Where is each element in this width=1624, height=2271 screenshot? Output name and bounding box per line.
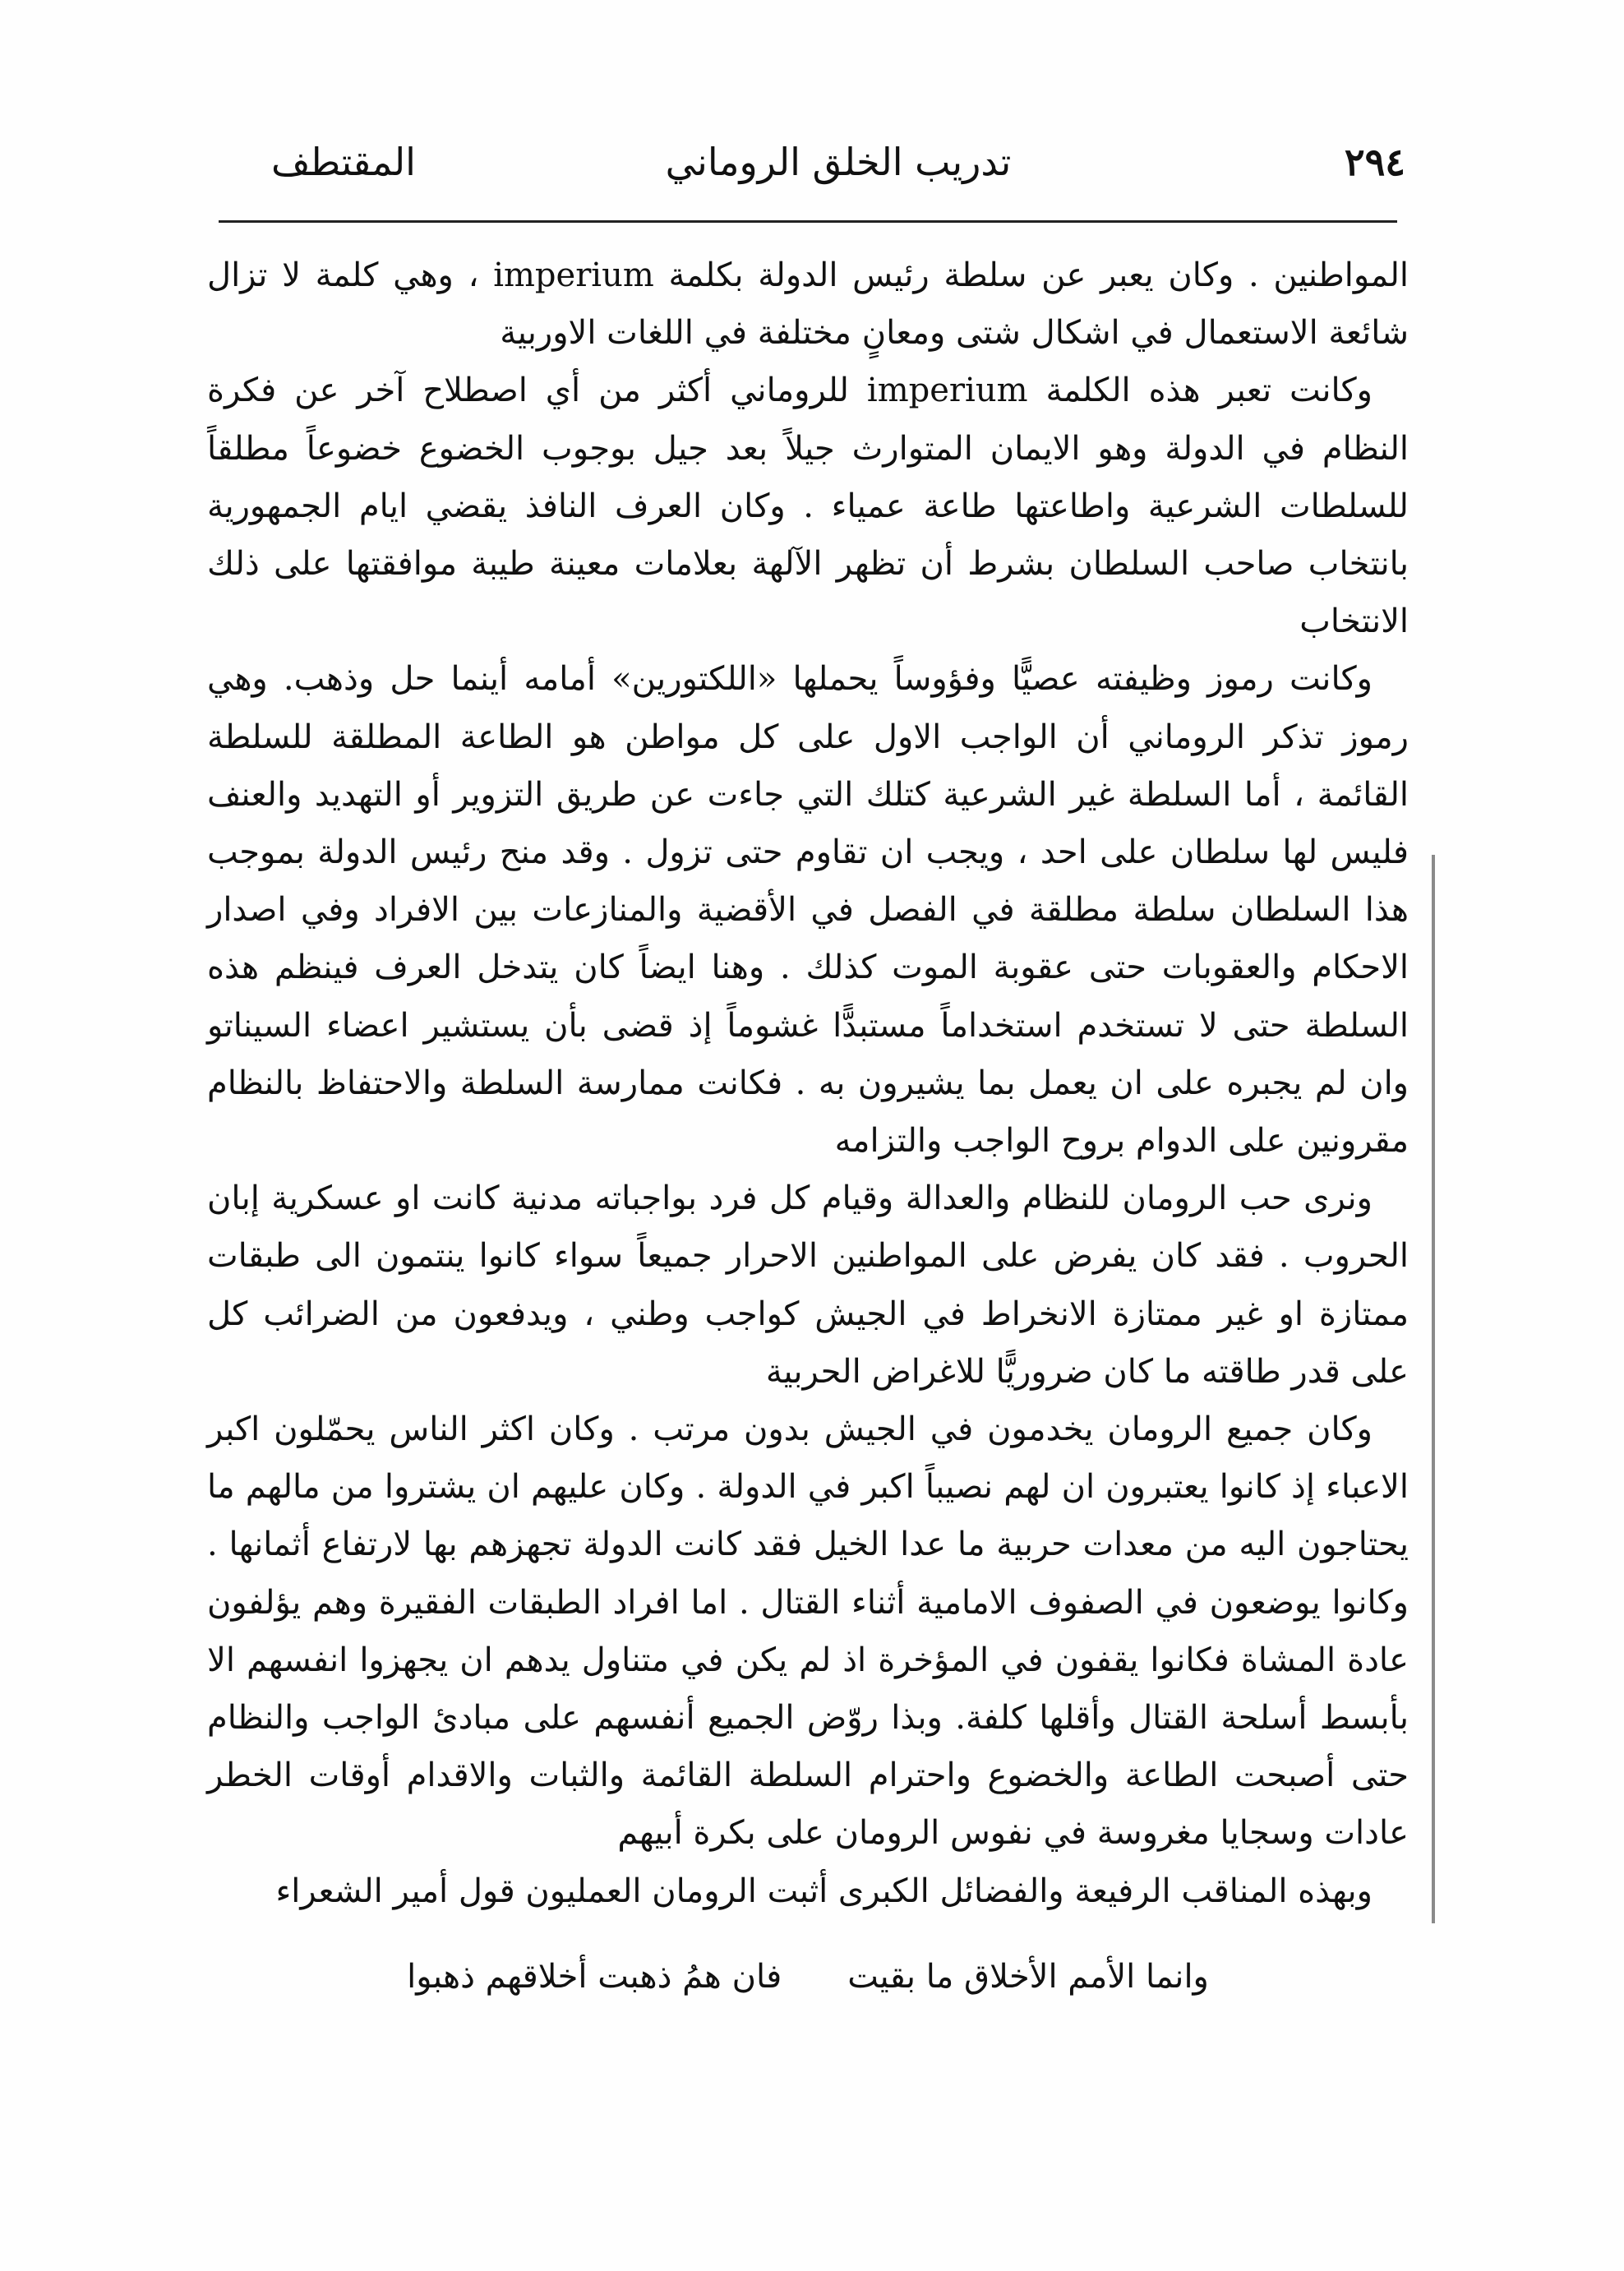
paragraph-2: [207, 362, 1409, 650]
paragraph-6: وبهذه المناقب الرفيعة والفضائل الكبرى أثبت الرومان العمليون قول أمير الشعراء: [275, 1872, 1373, 1910]
paragraph-2-after: للروماني أكثر من أي اصطلاح آخر عن فكرة النظام في الدولة وهو الايمان المتوارث جيلاً بعد جيل بوجوب الخضوع خضوعاً مطلقاً للسلطات الشرعية واطاعتها طاعة عمياء . وكان العرف النافذ يقضي ايام الجمهورية بانتخاب صاحب السلطان بشرط أن تظهر الآلهة بعلامات معينة طيبة موافقتها على ذلك الانتخاب: [207, 372, 1409, 641]
paragraph-1: [207, 247, 1409, 362]
margin-scan-mark: [1432, 855, 1435, 1923]
paragraph-3: وكانت رموز وظيفته عصيًّا وفؤوساً يحملها «اللكتورين» أمامه أينما حل وذهب. وهي رموز تذكر الروماني أن الواجب الاول على كل مواطن هو الطاعة المطلقة للسلطة القائمة ، أما السلطة غير الشرعية كتلك التي جاءت عن طريق التزوير أو التهديد والعنف فليس لها سلطان على احد ، ويجب ان تقاوم حتى تزول . وقد منح رئيس الدولة بموجب هذا السلطان سلطة مطلقة في الفصل في الأقضية والمنازعات بين الافراد وفي اصدار الاحكام والعقوبات حتى عقوبة الموت كذلك . وهنا ايضاً كان يتدخل العرف فينظم هذه السلطة حتى لا تستخدم استخداماً مستبدًّا غشوماً إذ قضى بأن يستشير اعضاء السيناتو وان لم يجبره على ان يعمل بما يشيرون به . فكانت ممارسة السلطة والاحتفاظ بالنظام مقرونين على الدوام بروح الواجب والتزامه: [207, 660, 1409, 1161]
paragraph-2-latin-term: imperium: [866, 372, 1028, 410]
page-number: ٢٩٤: [1344, 140, 1405, 184]
journal-name: المقتطف: [271, 140, 416, 184]
verse-hemistich-1: وانما الأمم الأخلاق ما بقيت: [847, 1957, 1209, 1996]
paragraph-2-before: وكانت تعبر هذه الكلمة: [1027, 372, 1373, 410]
poetry-verse: [207, 1948, 1409, 2006]
paragraph-1-before: المواطنين . وكان يعبر عن سلطة رئيس الدولة بكلمة: [653, 256, 1409, 294]
paragraph-1-latin-term: imperium: [493, 256, 654, 294]
paragraph-1-after: ، وهي كلمة لا تزال شائعة الاستعمال في اشكال شتى ومعانٍ مختلفة في اللغات الاوربية: [207, 256, 1409, 353]
page-header: [271, 140, 1405, 205]
paragraph-5: وكان جميع الرومان يخدمون في الجيش بدون مرتب . وكان اكثر الناس يحمّلون اكبر الاعباء إذ كانوا يعتبرون ان لهم نصيباً اكبر في الدولة . وكان عليهم ان يشتروا من مالهم ما يحتاجون اليه من معدات حربية ما عدا الخيل فقد كانت الدولة تجهزهم بها لارتفاع أثمانها . وكانوا يوضعون في الصفوف الامامية أثناء القتال . اما افراد الطبقات الفقيرة وهم يؤلفون عادة المشاة فكانوا يقفون في المؤخرة اذ لم يكن في متناول يدهم ان يجهزوا انفسهم الا بأبسط أسلحة القتال وأقلها كلفة. وبذا روّض الجميع أنفسهم على مبادئ الواجب والنظام حتى أصبحت الطاعة والخضوع واحترام السلطة القائمة والثبات والاقدام أوقات الخطر عادات وسجايا مغروسة في نفوس الرومان على بكرة أبيهم: [207, 1410, 1409, 1853]
header-rule: [219, 220, 1397, 223]
paragraph-4: ونرى حب الرومان للنظام والعدالة وقيام كل فرد بواجباته مدنية كانت او عسكرية إبان الحروب . فقد كان يفرض على المواطنين الاحرار جميعاً سواء كانوا ينتمون الى طبقات ممتازة او غير ممتازة الانخراط في الجيش كواجب وطني ، ويدفعون من الضرائب كل على قدر طاقته ما كان ضروريًّا للاغراض الحربية: [207, 1179, 1409, 1391]
running-title: تدريب الخلق الروماني: [665, 140, 1012, 184]
article-body: [207, 247, 1409, 2006]
verse-hemistich-2: فان همُ ذهبت أخلاقهم ذهبوا: [407, 1957, 782, 1996]
